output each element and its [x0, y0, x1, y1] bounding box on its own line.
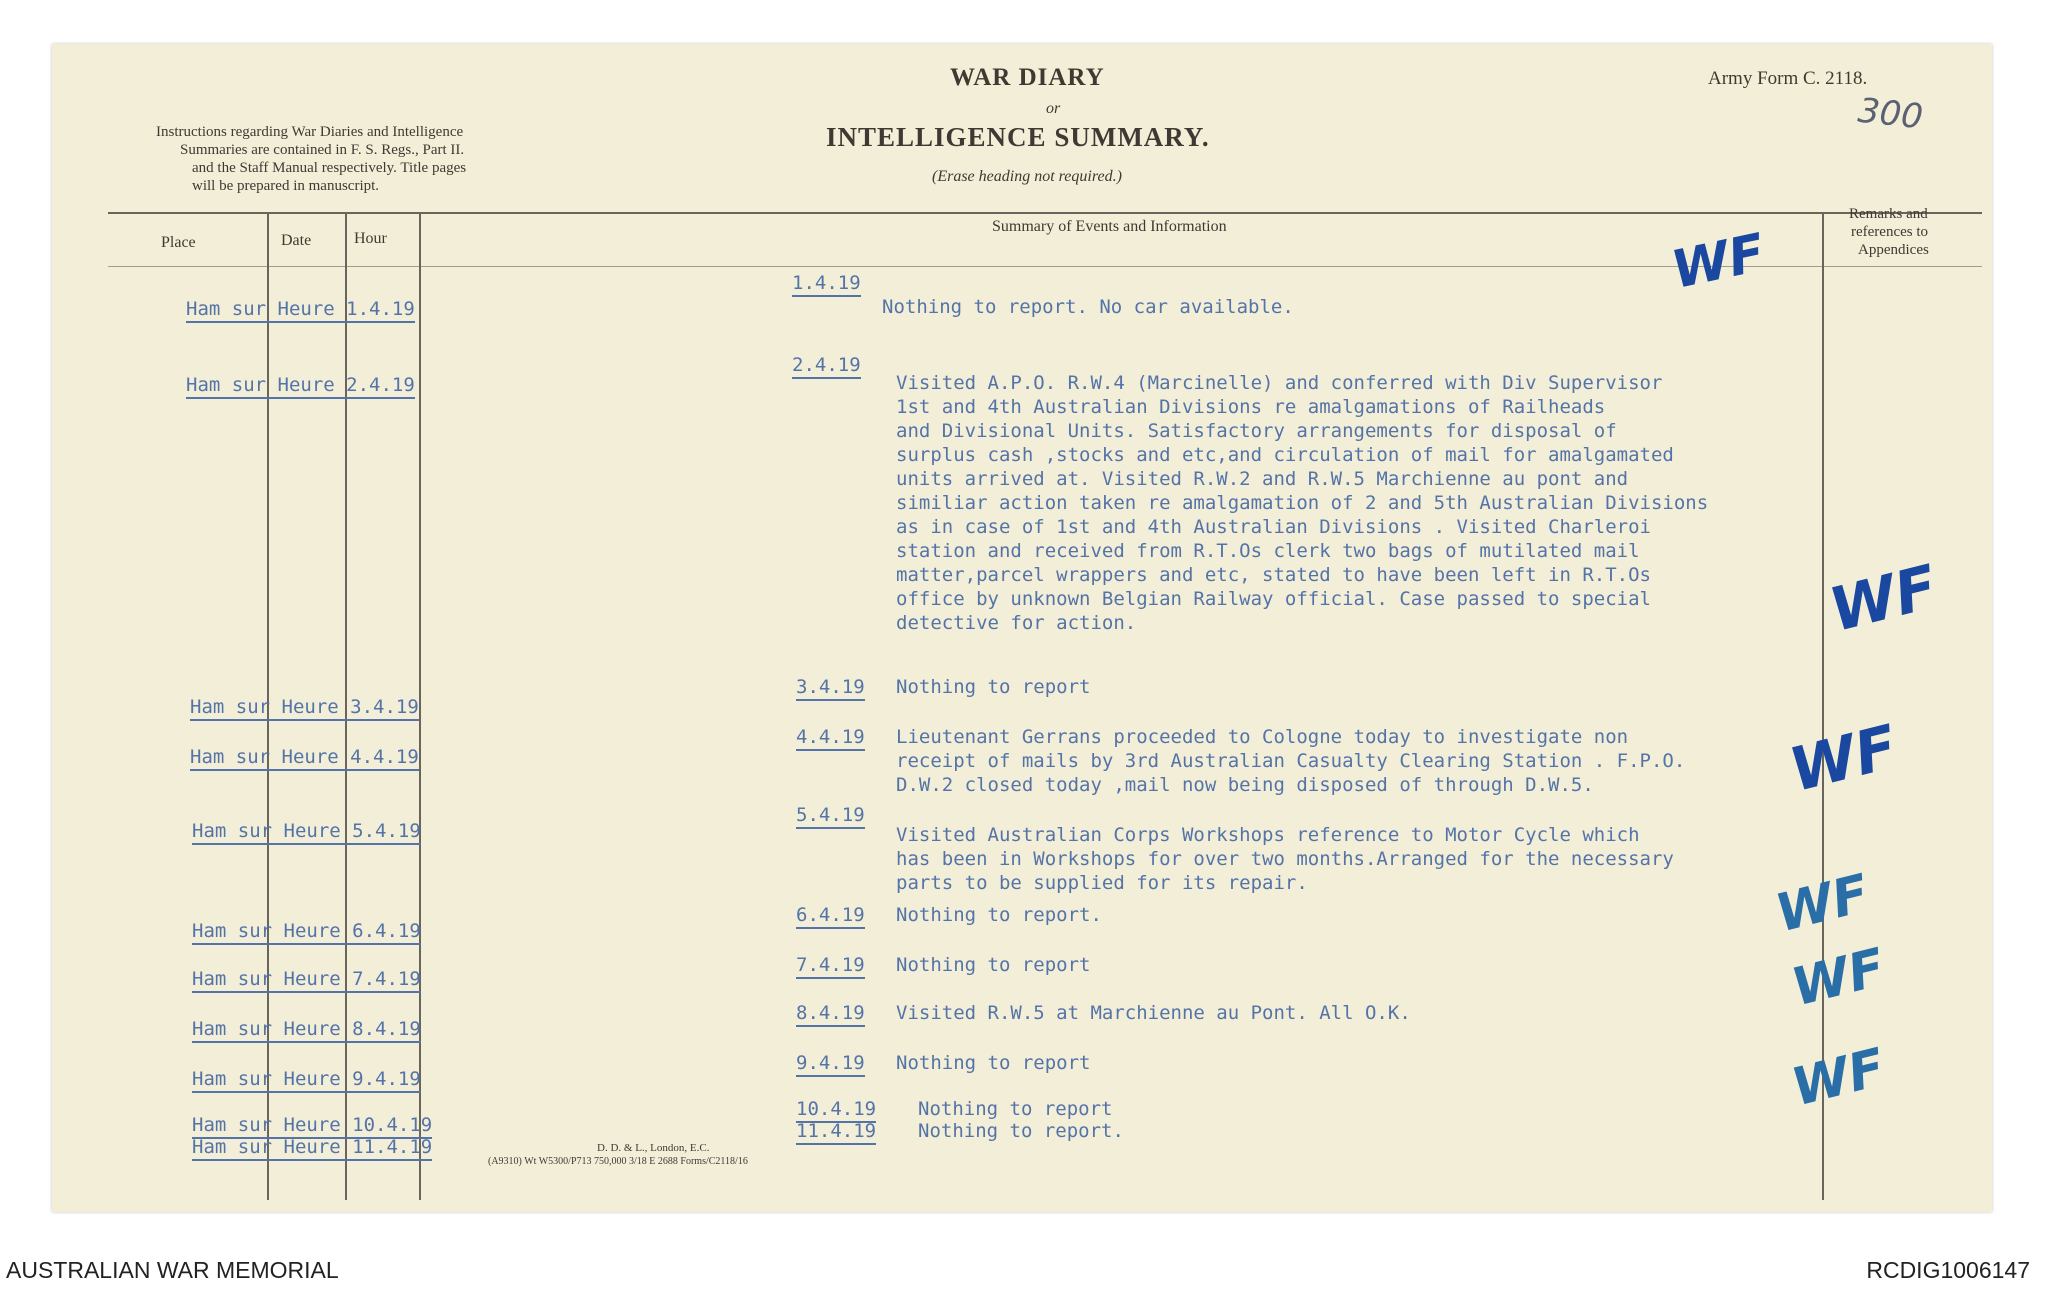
entry-text-line: Nothing to report.: [918, 1120, 1124, 1142]
entry-text-line: Nothing to report: [896, 676, 1091, 698]
entry-place: Ham sur Heure 1.4.19: [186, 298, 415, 323]
entry-place: Ham sur Heure 3.4.19: [190, 696, 419, 721]
entry-text-line: has been in Workshops for over two months.Arranged for the necessary: [896, 848, 1674, 870]
entry-text-line: Nothing to report. No car available.: [882, 296, 1294, 318]
table-top-rule: [108, 212, 1982, 214]
entry-place: Ham sur Heure 8.4.19: [192, 1018, 421, 1043]
entry-place: Ham sur Heure 5.4.19: [192, 820, 421, 845]
entry-date: 11.4.19: [796, 1120, 876, 1145]
entry-text-line: Nothing to report.: [896, 904, 1102, 926]
entry-date: 3.4.19: [796, 676, 865, 701]
handwritten-initials: WF: [1783, 712, 1905, 806]
printer-imprint-1: D. D. & L., London, E.C.: [597, 1142, 710, 1154]
entry-date: 2.4.19: [792, 354, 861, 379]
entry-text-line: Visited R.W.5 at Marchienne au Pont. All O.K.: [896, 1002, 1411, 1024]
entry-text-line: units arrived at. Visited R.W.2 and R.W.5 Marchienne au pont and: [896, 468, 1629, 490]
instructions-line-4: will be prepared in manuscript.: [192, 178, 380, 194]
diary-sheet: [52, 44, 1992, 1212]
entry-date: 1.4.19: [792, 272, 861, 297]
handwritten-initials: WF: [1770, 863, 1875, 945]
entry-text-line: Nothing to report: [918, 1098, 1113, 1120]
entry-text-line: and Divisional Units. Satisfactory arrangements for disposal of: [896, 420, 1617, 442]
instructions-line-2: Summaries are contained in F. S. Regs., Part II.: [180, 142, 465, 158]
entry-text-line: office by unknown Belgian Railway official. Case passed to special: [896, 588, 1651, 610]
erase-note: (Erase heading not required.): [932, 168, 1122, 185]
entry-place: Ham sur Heure 6.4.19: [192, 920, 421, 945]
instructions-line-3: and the Staff Manual respectively. Title pages: [192, 160, 467, 176]
title-intelligence-summary: INTELLIGENCE SUMMARY.: [826, 122, 1210, 152]
entry-date: 4.4.19: [796, 726, 865, 751]
entry-text-line: 1st and 4th Australian Divisions re amalgamations of Railheads: [896, 396, 1606, 418]
entry-text-line: receipt of mails by 3rd Australian Casualty Clearing Station . F.P.O.: [896, 750, 1686, 772]
handwritten-initials: WF: [1786, 1037, 1891, 1119]
column-header-remarks-2: references to: [1851, 224, 1929, 240]
entry-text-line: similiar action taken re amalgamation of 2 and 5th Australian Divisions: [896, 492, 1709, 514]
entry-place: Ham sur Heure 10.4.19: [192, 1114, 432, 1139]
column-header-date: Date: [281, 232, 312, 249]
entry-date: 6.4.19: [796, 904, 865, 929]
printer-imprint-2: (A9310) Wt W5300/P713 750,000 3/18 E 2688 Forms/C2118/16: [488, 1156, 748, 1167]
entry-place: Ham sur Heure 7.4.19: [192, 968, 421, 993]
entry-date: 9.4.19: [796, 1052, 865, 1077]
column-rule-hour: [419, 212, 421, 1200]
entry-text-line: D.W.2 closed today ,mail now being disposed of through D.W.5.: [896, 774, 1594, 796]
title-war-diary: WAR DIARY: [950, 64, 1105, 91]
column-header-place: Place: [161, 234, 196, 251]
entry-text-line: matter,parcel wrappers and etc, stated to have been left in R.T.Os: [896, 564, 1651, 586]
entry-text-line: Visited Australian Corps Workshops reference to Motor Cycle which: [896, 824, 1640, 846]
entry-date: 5.4.19: [796, 804, 865, 829]
entry-text-line: Nothing to report: [896, 954, 1091, 976]
form-name: Army Form C. 2118.: [1708, 68, 1868, 89]
footer-record-id: RCDIG1006147: [1866, 1257, 2030, 1283]
entry-text-line: parts to be supplied for its repair.: [896, 872, 1308, 894]
handwritten-initials: WF: [1666, 222, 1771, 302]
title-or: or: [1046, 100, 1061, 117]
entry-date: 7.4.19: [796, 954, 865, 979]
footer-institution: AUSTRALIAN WAR MEMORIAL: [6, 1257, 339, 1283]
entry-place: Ham sur Heure 2.4.19: [186, 374, 415, 399]
entry-text-line: Lieutenant Gerrans proceeded to Cologne today to investigate non: [896, 726, 1629, 748]
handwritten-initials: WF: [1786, 937, 1891, 1019]
column-header-remarks-1: Remarks and: [1849, 206, 1928, 222]
instructions-line-1: Instructions regarding War Diaries and Intelligence: [156, 124, 464, 140]
entry-date: 10.4.19: [796, 1098, 876, 1123]
entry-text-line: detective for action.: [896, 612, 1137, 634]
entry-place: Ham sur Heure 11.4.19: [192, 1136, 432, 1161]
entry-text-line: surplus cash ,stocks and etc,and circulation of mail for amalgamated: [896, 444, 1674, 466]
column-header-remarks-3: Appendices: [1858, 242, 1929, 258]
entry-place: Ham sur Heure 4.4.19: [190, 746, 419, 771]
entry-text-line: as in case of 1st and 4th Australian Divisions . Visited Charleroi: [896, 516, 1651, 538]
handwritten-initials: WF: [1823, 552, 1945, 646]
page-number: 300: [1856, 90, 1925, 138]
entry-text-line: station and received from R.T.Os clerk two bags of mutilated mail: [896, 540, 1640, 562]
entry-place: Ham sur Heure 9.4.19: [192, 1068, 421, 1093]
entry-text-line: Nothing to report: [896, 1052, 1091, 1074]
entry-text-line: Visited A.P.O. R.W.4 (Marcinelle) and conferred with Div Supervisor: [896, 372, 1663, 394]
column-header-hour: Hour: [354, 230, 387, 247]
column-header-summary: Summary of Events and Information: [992, 218, 1227, 235]
entry-date: 8.4.19: [796, 1002, 865, 1027]
